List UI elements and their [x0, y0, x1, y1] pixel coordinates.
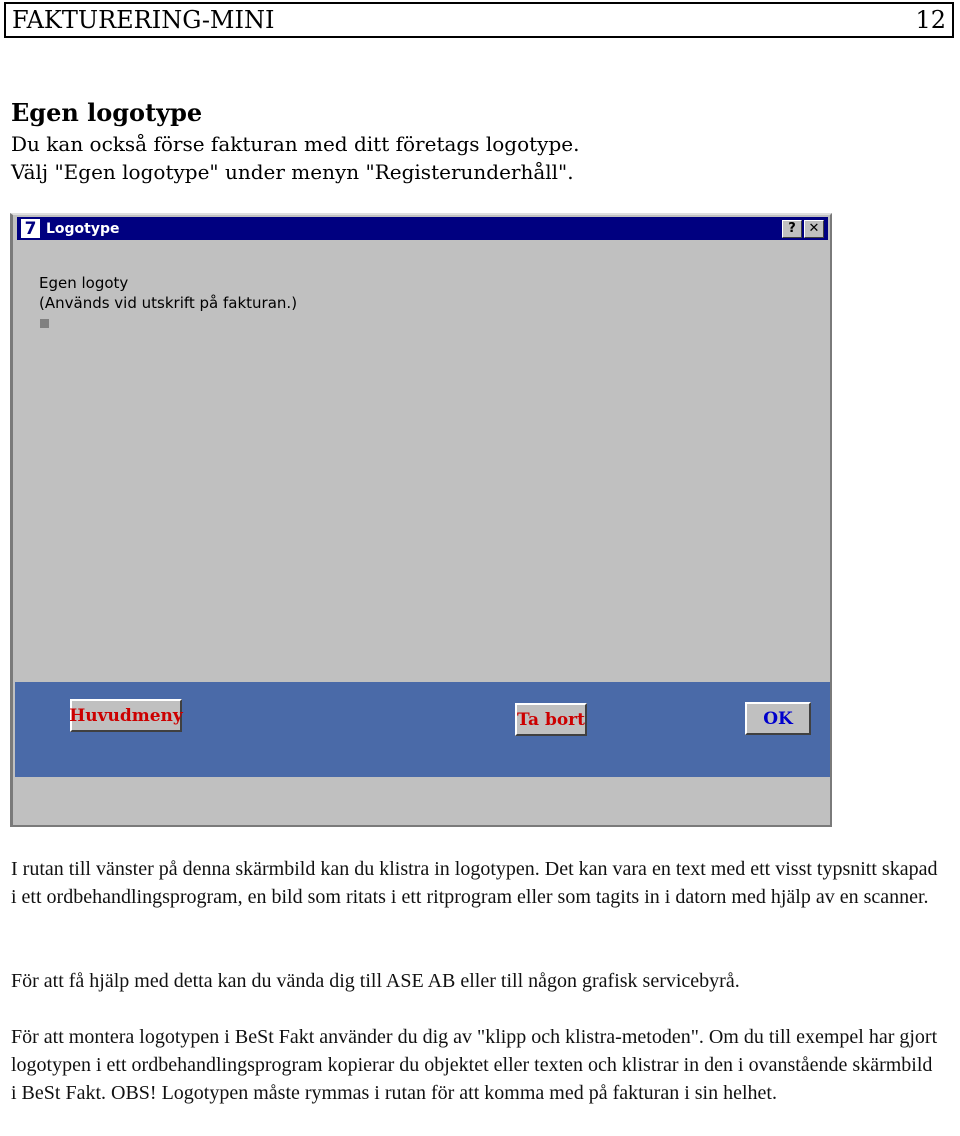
close-button[interactable]: ✕	[804, 220, 824, 238]
section-heading: Egen logotype	[11, 98, 203, 127]
logotype-section	[11, 96, 941, 186]
logotype-window-screenshot	[10, 213, 832, 827]
logo-paste-area[interactable]	[40, 319, 49, 328]
intro-line-1: Du kan också förse fakturan med ditt företags logotype.	[11, 132, 580, 156]
document-title: FAKTURERING-MINI	[12, 6, 275, 34]
paragraph-paste-logo: I rutan till vänster på denna skärmbild kan du klistra in logotypen. Det kan vara en text med ett visst typsnitt skapad i ett ordbehandlingsprogram, en bild som ritats i ett ritprogram eller som tagits in i datorn med hjälp av en scanner.	[11, 858, 938, 908]
delete-button[interactable]: Ta bort	[515, 703, 587, 736]
button-bar	[15, 682, 830, 777]
page-number: 12	[915, 6, 946, 34]
window-titlebar	[17, 217, 828, 240]
logo-label	[39, 273, 297, 313]
page-header	[4, 2, 954, 38]
ok-button[interactable]: OK	[745, 702, 811, 735]
main-menu-button[interactable]: Huvudmeny	[70, 699, 182, 732]
help-button[interactable]: ?	[782, 220, 802, 238]
logo-label-title: Egen logoty	[39, 274, 129, 292]
paragraph-help: För att få hjälp med detta kan du vända dig till ASE AB eller till någon grafisk servicebyrå.	[11, 970, 740, 992]
window-title: Logotype	[46, 220, 120, 237]
app-icon: 7	[21, 219, 40, 238]
logo-label-note: (Används vid utskrift på fakturan.)	[39, 294, 298, 312]
paragraph-mounting: För att montera logotypen i BeSt Fakt använder du dig av "klipp och klistra-metoden". Om du till exempel har gjort logotypen i ett ordbehandlingsprogram kopierar du objektet eller texten och klistrar in den i ovanstående skärmbild i BeSt Fakt. OBS! Logotypen måste rymmas i rutan för att komma med på fakturan i sin helhet.	[11, 1026, 938, 1104]
intro-line-2: Välj "Egen logotype" under menyn "Registerunderhåll".	[11, 160, 574, 184]
